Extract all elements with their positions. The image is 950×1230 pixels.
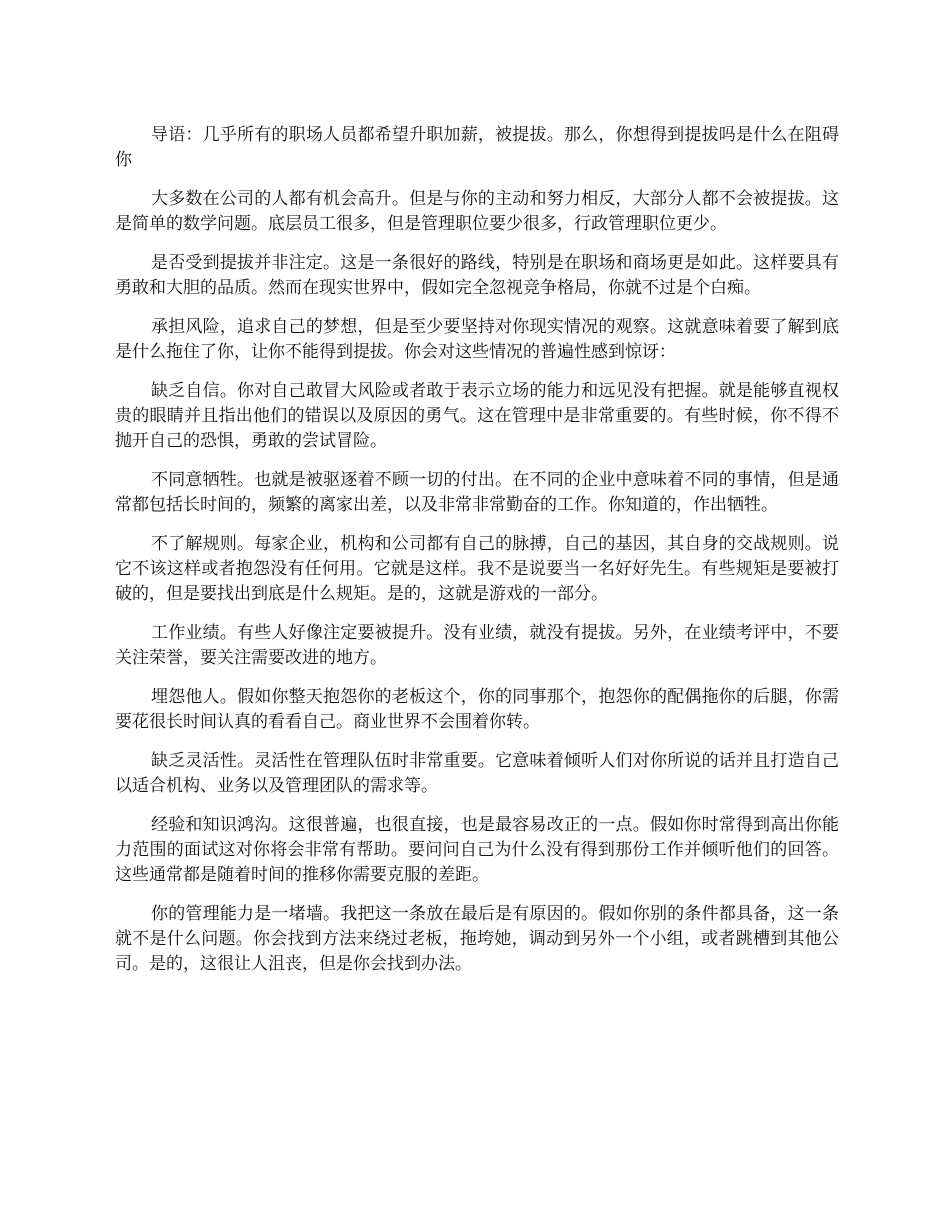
body-paragraph: 不了解规则。每家企业，机构和公司都有自己的脉搏，自己的基因，其自身的交战规则。说它不该这样或者抱怨没有任何用。它就是这样。我不是说要当一名好好先生。有些规矩是要被打破的，但是要找出到底是什么规矩。是的，这就是游戏的一部分。: [115, 534, 839, 604]
intro-paragraph: 导语：几乎所有的职场人员都希望升职加薪，被提拔。那么，你想得到提拔吗是什么在阻碍你: [115, 125, 839, 170]
body-paragraph: 承担风险，追求自己的梦想，但是至少要坚持对你现实情况的观察。这就意味着要了解到底是什么拖住了你，让你不能得到提拔。你会对这些情况的普遍性感到惊讶：: [115, 317, 839, 362]
body-paragraph: 缺乏灵活性。灵活性在管理队伍时非常重要。它意味着倾听人们对你所说的话并且打造自己以适合机构、业务以及管理团队的需求等。: [115, 751, 839, 796]
body-paragraph: 缺乏自信。你对自己敢冒大风险或者敢于表示立场的能力和远见没有把握。就是能够直视权贵的眼睛并且指出他们的错误以及原因的勇气。这在管理中是非常重要的。有些时候，你不得不抛开自己的恐惧，勇敢的尝试冒险。: [115, 381, 839, 451]
body-paragraph: 经验和知识鸿沟。这很普遍，也很直接，也是最容易改正的一点。假如你时常得到高出你能力范围的面试这对你将会非常有帮助。要问问自己为什么没有得到那份工作并倾听他们的回答。这些通常都是随着时间的推移你需要克服的差距。: [115, 815, 839, 885]
body-paragraph: 埋怨他人。假如你整天抱怨你的老板这个，你的同事那个，抱怨你的配偶拖你的后腿，你需要花很长时间认真的看看自己。商业世界不会围着你转。: [115, 687, 839, 732]
article-body: [115, 123, 839, 991]
body-paragraph: 大多数在公司的人都有机会高升。但是与你的主动和努力相反，大部分人都不会被提拔。这是简单的数学问题。底层员工很多，但是管理职位要少很多，行政管理职位更少。: [115, 189, 839, 234]
body-paragraph: 工作业绩。有些人好像注定要被提升。没有业绩，就没有提拔。另外，在业绩考评中，不要关注荣誉，要关注需要改进的地方。: [115, 623, 839, 668]
body-paragraph: 你的管理能力是一堵墙。我把这一条放在最后是有原因的。假如你别的条件都具备，这一条就不是什么问题。你会找到方法来绕过老板，拖垮她，调动到另外一个小组，或者跳槽到其他公司。是的，这很让人沮丧，但是你会找到办法。: [115, 904, 839, 974]
body-paragraph: 是否受到提拔并非注定。这是一条很好的路线，特别是在职场和商场更是如此。这样要具有勇敢和大胆的品质。然而在现实世界中，假如完全忽视竞争格局，你就不过是个白痴。: [115, 253, 839, 298]
body-paragraph: 不同意牺牲。也就是被驱逐着不顾一切的付出。在不同的企业中意味着不同的事情，但是通常都包括长时间的，频繁的离家出差，以及非常非常勤奋的工作。你知道的，作出牺牲。: [115, 470, 839, 515]
